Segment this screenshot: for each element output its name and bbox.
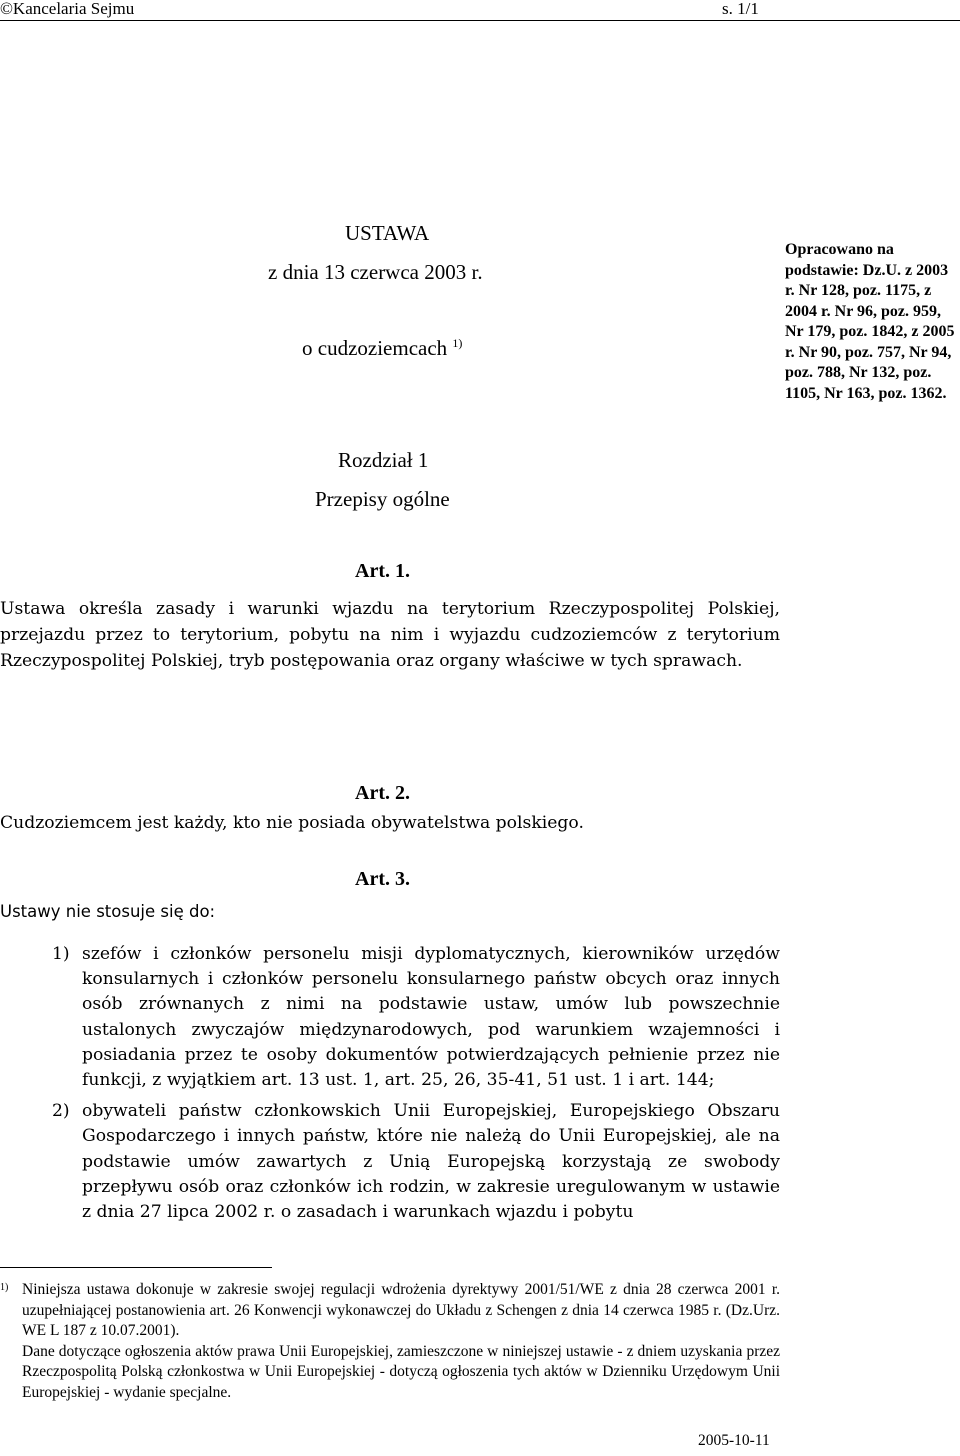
art1-text: Ustawa określa zasady i warunki wjazdu na terytorium Rzeczypospolitej Polskiej, przejazdu przez to terytorium, pobytu na nim i wyjazdu cudzoziemców z terytorium Rzeczypospolitej Polskiej, tryb postępowania oraz organy właściwe w tych sprawach. xyxy=(0,599,780,671)
list-item-text: szefów i członków personelu misji dyplomatycznych, kierowników urzędów konsularnych i członków personelu konsularnego państw obcych oraz innych osób zrównanych z nimi na podstawie ustaw, umów lub powszechnie ustalonych zwyczajów międzynarodowych, pod warunkiem wzajemności i posiadania przez te osoby dokumentów potwierdzających pełnienie przez nie funkcji, z wyjątkiem art. 13 ust. 1, art. 25, 26, 35-41, 51 ust. 1 i art. 144; xyxy=(82,944,780,1091)
footnote-marker: 1) xyxy=(0,1282,9,1293)
header-publisher: ©Kancelaria Sejmu xyxy=(0,0,135,18)
chapter-title: Przepisy ogólne xyxy=(315,487,450,511)
header-page-number: s. 1/1 xyxy=(722,0,759,18)
footnote-paragraph-1 xyxy=(0,1280,780,1342)
footnote-text-2: Dane dotyczące ogłoszenia aktów prawa Unii Europejskiej, zamieszczone w niniejszej ustawie - z dniem uzyskania przez Rzeczpospolitą Polską członkostwa w Unii Europejskiej - dotyczą ogłoszenia tych aktów w Dzienniku Urzędowym Unii Europejskiej - wydanie specjalne. xyxy=(22,1342,780,1401)
source-note: Opracowano na podstawie: Dz.U. z 2003 r. Nr 128, poz. 1175, z 2004 r. Nr 96, poz. 959, Nr 179, poz. 1842, z 2005 r. Nr 90, poz. 757, Nr 94, poz. 788, Nr 132, poz. 1105, Nr 163, poz. 1362. xyxy=(785,241,955,402)
footnote-rule xyxy=(0,1267,272,1268)
act-subject-text: o cudzoziemcach xyxy=(302,336,448,360)
act-subject xyxy=(302,336,462,361)
art2-text: Cudzoziemcem jest każdy, kto nie posiada obywatelstwa polskiego. xyxy=(0,813,584,833)
list-item xyxy=(0,1099,780,1225)
chapter-number: Rozdział 1 xyxy=(338,448,429,472)
art3-heading: Art. 3. xyxy=(355,868,410,890)
list-item-number: 2) xyxy=(52,1101,70,1122)
art2-heading: Art. 2. xyxy=(355,782,410,804)
footnote xyxy=(0,1280,780,1404)
act-date: z dnia 13 czerwca 2003 r. xyxy=(268,260,483,284)
list-item-text: obywateli państw członkowskich Unii Europejskiej, Europejskiego Obszaru Gospodarczego i innych państw, które nie należą do Unii Europejskiej, ale na podstawie umów zawartych z Unią Europejską korzystają ze swobody przepływu osób oraz członków ich rodzin, w zakresie uregulowanym w ustawie z dnia 27 lipca 2002 r. o zasadach i warunkach wjazdu i pobytu xyxy=(82,1101,780,1223)
list-item-number: 1) xyxy=(52,944,70,964)
footnote-paragraph-2 xyxy=(0,1342,780,1404)
act-type: USTAWA xyxy=(345,221,430,245)
document-date: 2005-10-11 xyxy=(698,1432,770,1449)
art3-intro: Ustawy nie stosuje się do: xyxy=(0,902,216,921)
art1-heading: Art. 1. xyxy=(355,560,410,582)
footnote-text-1: Niniejsza ustawa dokonuje w zakresie swojej regulacji wdrożenia dyrektywy 2001/51/WE z dnia 28 czerwca 2001 r. uzupełniającej postanowienia art. 26 Konwencji wykonawczej do Układu z Schengen z dnia 14 czerwca 1985 r. (Dz.Urz. WE L 187 z 10.07.2001). xyxy=(22,1281,780,1340)
header-rule xyxy=(0,20,960,21)
list-item xyxy=(0,942,780,1093)
art3-list xyxy=(0,942,780,1231)
act-subject-footnote-ref: 1) xyxy=(452,336,463,350)
